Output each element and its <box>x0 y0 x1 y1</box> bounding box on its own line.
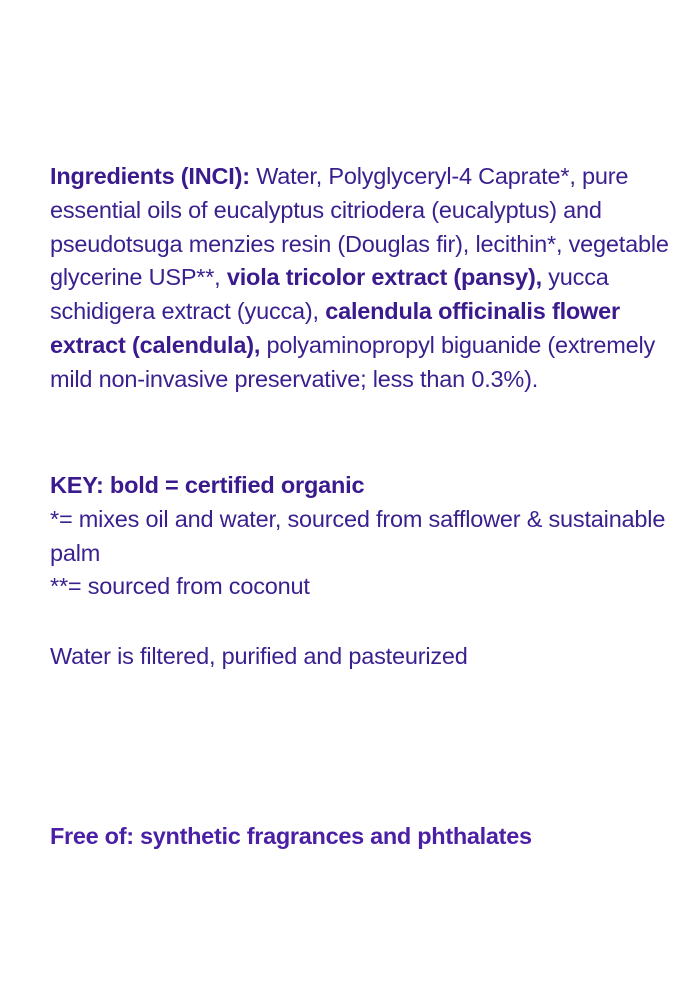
ingredients-text-1: Water, Polyglyceryl-4 Caprate*, pure essential oils of eucalyptus citriodera (eucalyptus) and pseudotsuga menzies resin (Douglas fir), lecithin*, vegetable glycerine USP**, <box>50 163 669 291</box>
key-title: KEY: bold = certified organic <box>50 472 365 498</box>
key-line-double-asterisk: **= sourced from coconut <box>50 573 310 600</box>
organic-ingredient-pansy: viola tricolor extract (pansy), <box>226 264 542 291</box>
free-of-statement: Free of: synthetic fragrances and phthalates <box>50 823 532 849</box>
key-section <box>50 469 670 604</box>
ingredients-label: Ingredients (INCI): <box>50 163 250 189</box>
key-line-single-asterisk: *= mixes oil and water, sourced from safflower & sustainable palm <box>50 505 666 566</box>
water-note: Water is filtered, purified and pasteurized <box>50 643 468 669</box>
ingredients-text-2: yucca schidigera extract (yucca), <box>50 264 609 325</box>
ingredients-section <box>50 160 670 397</box>
organic-ingredient-calendula: calendula officinalis flower extract (calendula), <box>50 298 620 358</box>
ingredients-text-3: polyaminopropyl biguanide (extremely mild non-invasive preservative; less than 0.3%). <box>50 331 656 392</box>
ingredients-paragraph <box>50 160 670 397</box>
